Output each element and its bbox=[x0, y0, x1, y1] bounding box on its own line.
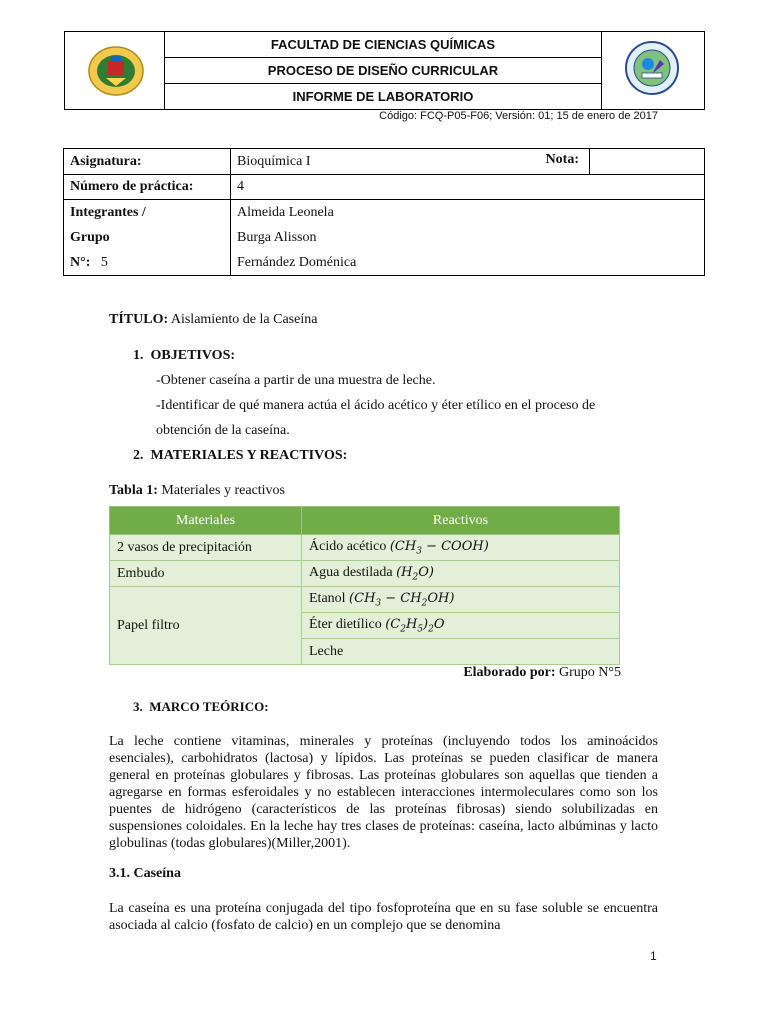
university-logo-cell bbox=[65, 32, 165, 109]
reagent-formula: $(CH_3 - CH_2OH)$ bbox=[349, 590, 455, 609]
member-name: Almeida Leonela bbox=[237, 205, 334, 220]
table-row bbox=[110, 535, 620, 561]
reagent-formula: $(H_2O)$ bbox=[396, 564, 434, 583]
objetivo-item: obtención de la caseína. bbox=[156, 423, 290, 438]
reagent-name: Ácido acético bbox=[309, 538, 387, 554]
col-materiales: Materiales bbox=[110, 507, 302, 535]
table-row bbox=[64, 149, 705, 175]
grupo-number-value: 5 bbox=[100, 255, 108, 270]
reagent-cell bbox=[302, 613, 620, 639]
asignatura-cell bbox=[231, 149, 590, 175]
nota-value[interactable] bbox=[590, 149, 705, 175]
integrantes-label: Integrantes / bbox=[70, 205, 146, 220]
faculty-logo-cell bbox=[601, 32, 704, 109]
table-row bbox=[110, 561, 620, 587]
reagent-cell bbox=[302, 561, 620, 587]
member-name: Burga Alisson bbox=[237, 230, 317, 245]
col-reactivos: Reactivos bbox=[302, 507, 620, 535]
document-code: Código: FCQ-P05-F06; Versión: 01; 15 de enero de 2017 bbox=[379, 110, 658, 122]
asignatura-value: Bioquímica I bbox=[237, 153, 311, 169]
material-cell: Embudo bbox=[110, 561, 302, 587]
course-info-table bbox=[63, 148, 705, 276]
elaborado-value: Grupo N°5 bbox=[559, 665, 621, 680]
table-row bbox=[64, 200, 705, 276]
process-title: PROCESO DE DISEÑO CURRICULAR bbox=[165, 58, 601, 84]
objetivo-item: -Identificar de qué manera actúa el ácido acético y éter etílico en el proceso de bbox=[156, 398, 596, 413]
asignatura-label: Asignatura: bbox=[64, 149, 231, 175]
reagent-cell bbox=[302, 587, 620, 613]
marco-heading: 3. MARCO TEÓRICO: bbox=[133, 699, 269, 714]
caseina-heading: 3.1. Caseína bbox=[109, 866, 181, 881]
report-title: INFORME DE LABORATORIO bbox=[292, 89, 474, 104]
faculty-title: FACULTAD DE CIENCIAS QUÍMICAS bbox=[165, 32, 601, 58]
elaborado-label: Elaborado por: bbox=[463, 665, 556, 680]
table-header-row bbox=[110, 507, 620, 535]
document-header bbox=[64, 31, 705, 110]
caseina-paragraph: La caseína es una proteína conjugada del tipo fosfoproteína que en su fase soluble se encuentra asociada al calcio (fosfato de calcio) en un complejo que se denomina bbox=[109, 901, 658, 933]
elaborado-por bbox=[463, 665, 621, 681]
practica-value: 4 bbox=[231, 175, 705, 200]
material-cell: Papel filtro bbox=[110, 587, 302, 665]
reagent-name: Agua destilada bbox=[309, 564, 393, 580]
table-caption-label: Tabla 1: bbox=[109, 483, 158, 498]
material-cell: 2 vasos de precipitación bbox=[110, 535, 302, 561]
reagent-cell: Leche bbox=[302, 639, 620, 665]
reagent-cell bbox=[302, 535, 620, 561]
university-seal-icon bbox=[88, 46, 144, 96]
objetivo-item: -Obtener caseína a partir de una muestra de leche. bbox=[156, 373, 436, 388]
materials-table bbox=[109, 506, 620, 665]
materiales-heading: 2. MATERIALES Y REACTIVOS: bbox=[133, 448, 348, 463]
grupo-number-label: N°: bbox=[70, 255, 91, 270]
titulo-label: TÍTULO: bbox=[109, 312, 169, 327]
nota-label: Nota: bbox=[545, 152, 579, 167]
members-cell bbox=[231, 200, 705, 276]
grupo-number bbox=[70, 250, 224, 275]
grupo-label: Grupo bbox=[70, 230, 110, 245]
reagent-name: Éter dietílico bbox=[309, 616, 382, 632]
header-titles bbox=[165, 32, 601, 109]
report-title-line bbox=[109, 312, 317, 328]
reagent-name: Etanol bbox=[309, 590, 346, 606]
marco-paragraph: La leche contiene vitaminas, minerales y proteínas (incluyendo todos los aminoácidos esenciales), carbohidratos (lactosa) y lípidos. Las proteínas se pueden clasificar de manera general en proteínas globulares y fibrosas. Las proteínas globulares son aquellas que tienden a agregarse en formas esferoidales y no establecen interacciones intermoleculares como son los puentes de hidrógeno (característicos de las proteínas fibrosas) siendo solubilizadas en suspensiones coloidales. En la leche hay tres clases de proteínas: caseína, lacto albúminas y lacto globulinas (todas globulares)(Miller,2001). bbox=[109, 734, 658, 851]
faculty-seal-icon bbox=[624, 40, 680, 96]
reagent-formula: ($CH_3$ − COOH) bbox=[389, 538, 489, 557]
practica-label: Número de práctica: bbox=[64, 175, 231, 200]
table-caption bbox=[109, 483, 285, 499]
table-caption-text: Materiales y reactivos bbox=[161, 483, 286, 498]
reagent-formula: $(C_2H_5)_2O$ bbox=[385, 616, 445, 635]
page-number: 1 bbox=[650, 949, 657, 963]
table-row bbox=[110, 587, 620, 613]
objetivos-heading: 1. OBJETIVOS: bbox=[133, 348, 236, 363]
member-name: Fernández Doménica bbox=[237, 255, 357, 270]
group-label-cell bbox=[64, 200, 231, 276]
table-row bbox=[64, 175, 705, 200]
titulo-value: Aislamiento de la Caseína bbox=[170, 312, 318, 327]
